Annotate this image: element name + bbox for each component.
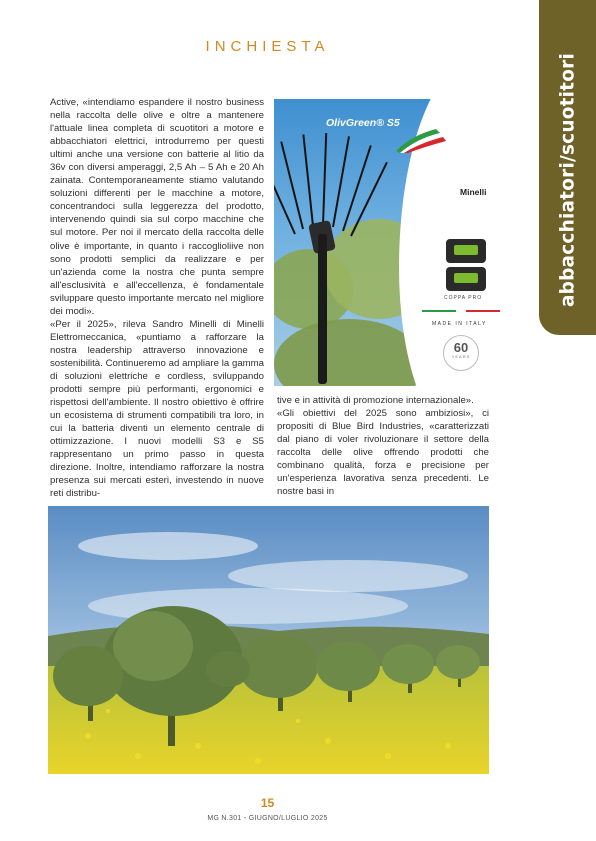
- side-tab-label: abbacchiatori/scuotitori: [557, 52, 578, 308]
- italian-flag-icon: [396, 127, 448, 153]
- flag-stripe-red: [466, 310, 500, 312]
- ad-brand-name: OlivGreen: [326, 117, 377, 129]
- paragraph: tive e in attività di promozione internazionale».: [277, 395, 474, 406]
- olive-grove-photo: [48, 506, 489, 774]
- harvester-pole: [318, 234, 327, 384]
- battery-label: COPPA PRO: [444, 295, 483, 301]
- ad-company-name: Minelli: [460, 187, 487, 197]
- article-column-2: [277, 394, 489, 498]
- section-title: INCHIESTA: [205, 38, 330, 55]
- battery-icon: [446, 239, 486, 263]
- flag-stripe-green: [422, 310, 456, 312]
- issue-footer: MG N.301 - GIUGNO/LUGLIO 2025: [207, 815, 328, 822]
- paragraph: Active, «intendiamo espandere il nostro business nella raccolta delle olive e oltre a mantenere l'attuale linea completa di scuotitori a motore e abbacchiatori elettrici, introdurremo per questi ultimi anche una versione con batterie al litio da 36v con diversi amperaggi, 2,5 Ah – 5 Ah e 20 Ah zainata. Contemporaneamente stiamo valutando soluzioni differenti per le macchine a motore, concentrandoci sulla leggerezza del prodotto, intervenendo quindi sia sul corpo macchine che sul motore. Per noi il mercato della raccolta delle olive è importante, in quanto i raccoglioliive non sono prodotti semplici da realizzare e per un'azienda come la nostra che punta sempre all'esclusività e all'eccellenza, è fondamentale sviluppare questo importante mercato nel migliore dei modi».: [50, 97, 264, 317]
- paragraph: «Per il 2025», rileva Sandro Minelli di Minelli Elettromeccanica, «puntiamo a rafforzare la nostra leadership attraverso innovazione e sostenibilità. Continueremo ad ampliare la gamma di soluzioni elettriche e cordless, sviluppando prodotti sempre più performanti, ergonomici e rispettosi dell'ambiente. Il nostro obiettivo è offrire un ecosistema di strumenti compatibili tra loro, in cui la batteria diventi un elemento centrale di ottimizzazione. I nuovi modelli S3 e S5 rappresentano un primo passo in questa direzione. Inoltre, intendiamo rafforzare la nostra presenza sui mercati esteri, investendo in nuove reti distribu-: [50, 318, 264, 500]
- anniversary-number: 60: [453, 340, 469, 355]
- page-number: 15: [260, 796, 275, 810]
- product-advertisement: [274, 99, 504, 386]
- ad-brand: OlivGreen® S5: [326, 117, 400, 129]
- ad-model-name: S5: [386, 117, 400, 129]
- section-side-tab: [539, 0, 596, 335]
- anniversary-word: YEARS: [451, 354, 471, 359]
- battery-icon: [446, 267, 486, 291]
- anniversary-badge-icon: [443, 335, 479, 371]
- paragraph: «Gli obiettivi del 2025 sono ambiziosi», ci propositi di Blue Bird Industries, «caratterizzati dal piano di voler rivoluzionare il settore della raccolta delle olive offrendo prodotti che combinano qualità, forza e precisione per un'esperienza lavorativa senza precedenti. Le nostre basi in: [277, 408, 489, 498]
- article-column-1: [50, 96, 264, 500]
- made-in-italy-label: MADE IN ITALY: [432, 321, 487, 327]
